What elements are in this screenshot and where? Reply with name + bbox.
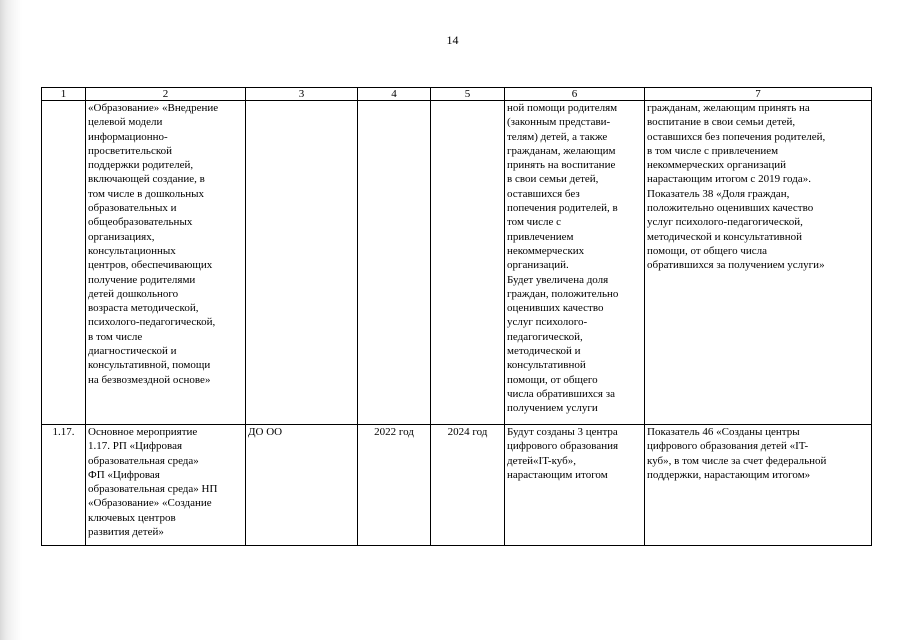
cell-text-line: обратившихся за получением услуги» (647, 259, 825, 272)
cell-text-line: 2022 год (374, 426, 414, 438)
cell-text-line: методической и (507, 345, 581, 358)
cell-text-line: ной помощи родителям (507, 102, 618, 114)
cell-text-line: образовательная среда» НП (88, 483, 218, 496)
cell-text-line: методической и консультативной (647, 230, 803, 243)
cell-text-line: Показатель 38 «Доля граждан, (647, 187, 790, 200)
cell-expected-result (505, 425, 645, 546)
cell-text-line: организациях, (88, 230, 155, 243)
cell-text-line: некоммерческих (507, 244, 585, 257)
cell-text-line: в том числе с привлечением (647, 144, 779, 157)
cell-text-line: включающей создание, в (88, 173, 205, 186)
cell-text-line: положительно оценивших качество (647, 202, 814, 215)
cell-text-line: целевой модели (88, 116, 163, 129)
cell-text-line: принять на воспитание (507, 159, 616, 172)
cell-text-line: Будет увеличена доля (507, 273, 609, 286)
header-cell-2: 2 (86, 88, 246, 101)
cell-text-line: детей«IT-куб», (507, 454, 576, 467)
cell-text-line: некоммерческих организаций (647, 159, 786, 172)
cell-indicator (645, 101, 872, 425)
cell-text-line: образовательных и (88, 202, 177, 215)
cell-text-line: педагогической, (507, 330, 583, 343)
cell-text-line: на безвозмездной основе» (88, 373, 211, 386)
cell-text-line: гражданам, желающим (507, 144, 616, 157)
header-cell-5: 5 (431, 88, 505, 101)
cell-executor (246, 101, 358, 425)
cell-text-line: куб», в том числе за счет федеральной (647, 454, 827, 467)
cell-text-line: 2024 год (447, 426, 488, 438)
cell-text-line: Основное мероприятие (88, 426, 198, 438)
header-cell-3: 3 (246, 88, 358, 101)
cell-text-line: детей дошкольного (88, 287, 179, 300)
cell-text-line: консультативной, помощи (88, 359, 211, 372)
cell-text-line: услуг психолого- (507, 316, 588, 329)
cell-start-year (358, 101, 431, 425)
cell-number (42, 425, 86, 546)
cell-text-line: получением услуги (507, 402, 598, 415)
cell-text-line: том числе с (507, 216, 561, 229)
header-cell-6: 6 (505, 88, 645, 101)
cell-text-line: «Образование» «Внедрение (88, 102, 219, 114)
cell-event-name (86, 425, 246, 546)
cell-text-line: цифрового образования детей «IT- (647, 440, 809, 453)
cell-indicator (645, 425, 872, 546)
table-row (42, 425, 872, 546)
cell-text-line: просветительской (88, 144, 172, 157)
cell-end-year (431, 425, 505, 546)
cell-end-year (431, 101, 505, 425)
cell-text-line: (законным представи- (507, 116, 611, 129)
cell-text-line: услуг психолого-педагогической, (647, 216, 803, 229)
cell-text-line: оставшихся без (507, 187, 580, 200)
cell-text-line: ФП «Цифровая (88, 468, 160, 481)
cell-text-line: граждан, положительно (507, 287, 619, 300)
cell-text-line: в свои семьи детей, (507, 173, 599, 186)
cell-text-line: общеобразовательных (88, 216, 193, 229)
cell-text-line: поддержки родителей, (88, 159, 194, 172)
cell-text-line: Будут созданы 3 центра (507, 426, 618, 438)
table-header-row (42, 88, 872, 101)
cell-text-line: оставшихся без попечения родителей, (647, 130, 826, 143)
scan-shadow-edge (0, 0, 22, 640)
cell-text-line: поддержки, нарастающим итогом» (647, 468, 811, 481)
cell-text-line: помощи, от общего (507, 373, 598, 386)
header-cell-4: 4 (358, 88, 431, 101)
cell-text-line: попечения родителей, в (507, 202, 618, 215)
cell-text-line: получение родителями (88, 273, 196, 286)
cell-text-line: воспитание в свои семьи детей, (647, 116, 796, 129)
cell-executor (246, 425, 358, 546)
plan-table (41, 87, 872, 546)
cell-number (42, 101, 86, 425)
header-cell-7: 7 (645, 88, 872, 101)
cell-text-line: Показатель 46 «Созданы центры (647, 426, 800, 438)
cell-text-line: диагностической и (88, 345, 177, 358)
table-row (42, 101, 872, 425)
cell-text-line: 1.17. (52, 426, 75, 438)
cell-text-line: информационно- (88, 130, 168, 143)
cell-text-line: образовательная среда» (88, 454, 199, 467)
header-cell-1: 1 (42, 88, 86, 101)
cell-text-line: центров, обеспечивающих (88, 259, 213, 272)
cell-text-line: 1.17. РП «Цифровая (88, 440, 183, 453)
cell-text-line: цифрового образования (507, 440, 619, 453)
cell-text-line: возраста методической, (88, 302, 199, 315)
cell-text-line: нарастающим итогом с 2019 года». (647, 173, 811, 186)
cell-expected-result (505, 101, 645, 425)
cell-text-line: телям) детей, а также (507, 130, 608, 143)
page-number: 14 (446, 33, 459, 47)
cell-text-line: привлечением (507, 230, 574, 243)
cell-text-line: развития детей» (88, 526, 164, 539)
cell-text-line: оценивших качество (507, 302, 604, 315)
cell-text-line: том числе в дошкольных (88, 187, 205, 200)
cell-text-line: в том числе (88, 330, 143, 343)
cell-text-line: помощи, от общего числа (647, 244, 768, 257)
cell-text-line: «Образование» «Создание (88, 497, 212, 510)
cell-text-line: гражданам, желающим принять на (647, 102, 810, 114)
cell-start-year (358, 425, 431, 546)
cell-text-line: числа обратившихся за (507, 387, 615, 400)
cell-text-line: консультативной (507, 359, 586, 372)
cell-text-line: нарастающим итогом (507, 468, 608, 481)
cell-event-name (86, 101, 246, 425)
cell-text-line: ключевых центров (88, 511, 176, 524)
cell-text-line: организаций. (507, 259, 569, 272)
cell-text-line: психолого-педагогической, (88, 316, 216, 329)
cell-text-line: консультационных (88, 244, 176, 257)
cell-text-line: ДО ОО (248, 426, 283, 438)
